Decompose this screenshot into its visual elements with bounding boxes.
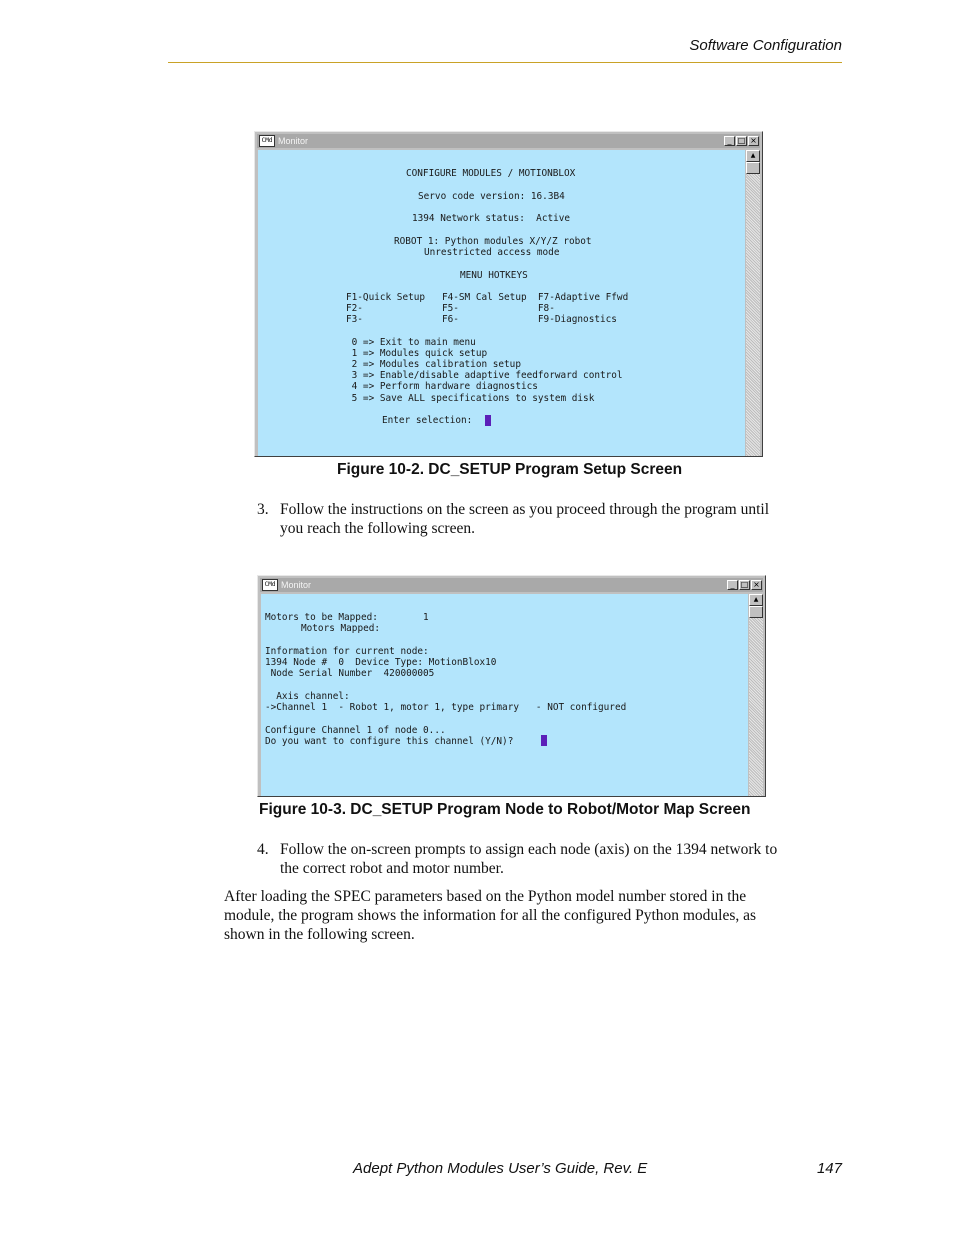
terminal-line: F1-Quick Setup F4-SM Cal Setup F7-Adaptive Ffwd [346, 292, 629, 303]
text-cursor[interactable] [485, 415, 491, 426]
window-title: Monitor [281, 580, 312, 590]
terminal-screen[interactable] [258, 150, 745, 456]
list-number: 4. [257, 841, 269, 858]
terminal-prompt: Do you want to configure this channel (Y/N)? [265, 736, 514, 747]
list-text-line: the correct robot and motor number. [280, 860, 504, 877]
menu-option: 3 => Enable/disable adaptive feedforward control [346, 370, 623, 381]
terminal-line: Servo code version: 16.3B4 [418, 191, 565, 202]
terminal-screen[interactable] [261, 594, 748, 796]
terminal-line: Motors Mapped: [301, 623, 381, 634]
terminal-line: Axis channel: [265, 691, 350, 702]
terminal-line: Motors to be Mapped: 1 [265, 612, 429, 623]
section-title: Software Configuration [689, 37, 842, 54]
scroll-thumb[interactable] [746, 162, 760, 174]
menu-option: 2 => Modules calibration setup [346, 359, 521, 370]
menu-option: 1 => Modules quick setup [346, 348, 488, 359]
page-number: 147 [816, 1160, 842, 1177]
minimize-icon[interactable]: _ [724, 136, 735, 146]
terminal-line: CONFIGURE MODULES / MOTIONBLOX [406, 168, 576, 179]
terminal-line: Information for current node: [265, 646, 429, 657]
menu-option: 4 => Perform hardware diagnostics [346, 381, 538, 392]
footer-title: Adept Python Modules User’s Guide, Rev. E [353, 1160, 648, 1177]
close-icon[interactable]: × [751, 580, 762, 590]
terminal-line: Configure Channel 1 of node 0... [265, 725, 446, 736]
terminal-line: Node Serial Number 420000005 [265, 668, 435, 679]
paragraph-line: module, the program shows the information for all the configured Python modules, as [224, 907, 757, 924]
figure-caption: Figure 10-2. DC_SETUP Program Setup Screen [337, 461, 683, 478]
header-rule [168, 62, 842, 63]
list-text-line: you reach the following screen. [280, 520, 475, 537]
list-text-line: Follow the instructions on the screen as you proceed through the program until [280, 501, 770, 518]
monitor-window-node-map [257, 575, 766, 797]
terminal-icon: CMd [262, 579, 278, 591]
close-icon[interactable]: × [748, 136, 759, 146]
maximize-icon[interactable]: □ [737, 136, 746, 145]
paragraph-line: After loading the SPEC parameters based on the Python model number stored in the [224, 888, 747, 905]
maximize-icon[interactable]: □ [740, 580, 749, 589]
terminal-line: 1394 Network status: Active [412, 213, 571, 224]
vertical-scrollbar[interactable] [746, 150, 760, 456]
terminal-line: F3- F6- F9-Diagnostics [346, 314, 617, 325]
list-text-line: Follow the on-screen prompts to assign each node (axis) on the 1394 network to [280, 841, 778, 858]
list-number: 3. [257, 501, 269, 518]
scroll-thumb[interactable] [749, 606, 763, 618]
scroll-up-icon[interactable]: ▲ [749, 594, 763, 606]
window-title: Monitor [278, 136, 309, 146]
terminal-line: 1394 Node # 0 Device Type: MotionBlox10 [265, 657, 497, 668]
terminal-line: F2- F5- F8- [346, 303, 555, 314]
selection-prompt: Enter selection: [382, 415, 473, 426]
minimize-icon[interactable]: _ [727, 580, 738, 590]
terminal-line: ROBOT 1: Python modules X/Y/Z robot [394, 236, 592, 247]
scroll-up-icon[interactable]: ▲ [746, 150, 760, 162]
monitor-window-setup [254, 131, 763, 457]
terminal-line: MENU HOTKEYS [460, 270, 528, 281]
terminal-icon: CMd [259, 135, 275, 147]
text-cursor[interactable] [541, 735, 547, 746]
figure-caption: Figure 10-3. DC_SETUP Program Node to Robot/Motor Map Screen [259, 801, 751, 818]
vertical-scrollbar[interactable] [749, 594, 763, 796]
list-item [257, 500, 847, 538]
window-titlebar[interactable] [257, 134, 760, 148]
menu-option: 5 => Save ALL specifications to system disk [346, 393, 595, 404]
list-item [257, 840, 847, 878]
terminal-line: Unrestricted access mode [424, 247, 560, 258]
paragraph-line: shown in the following screen. [224, 926, 415, 943]
body-paragraph [224, 887, 854, 944]
terminal-line: ->Channel 1 - Robot 1, motor 1, type primary - NOT configured [265, 702, 627, 713]
menu-option: 0 => Exit to main menu [346, 337, 476, 348]
window-titlebar[interactable] [260, 578, 763, 592]
